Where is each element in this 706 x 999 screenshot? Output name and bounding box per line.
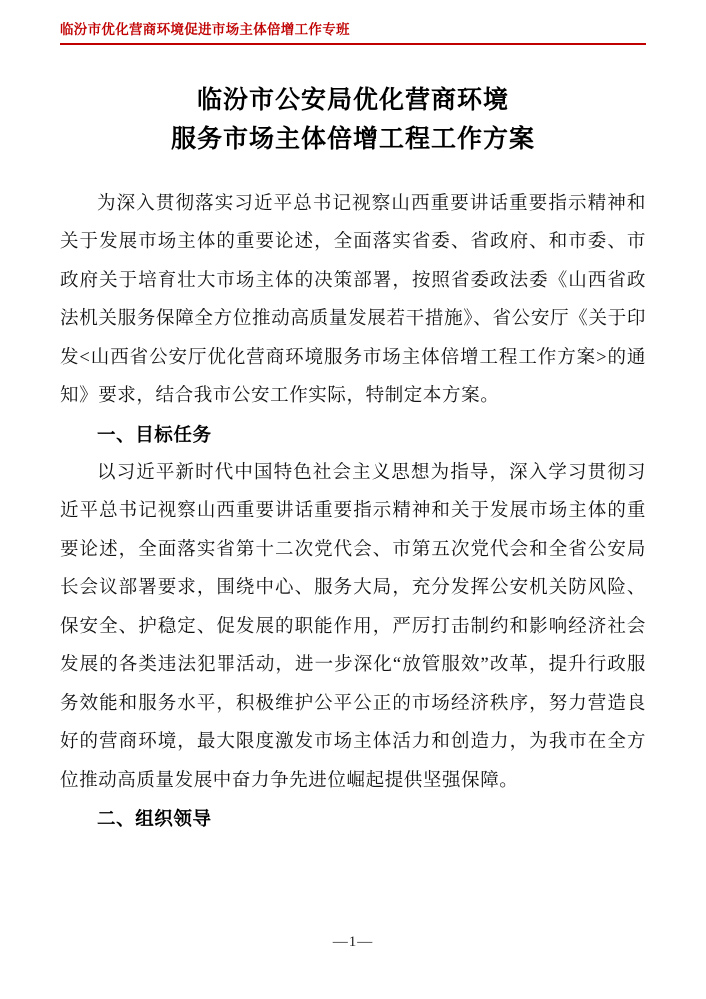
page-title-line-2: 服务市场主体倍增工程工作方案 [170,124,535,153]
intro-paragraph: 为深入贯彻落实习近平总书记视察山西重要讲话重要指示精神和关于发展市场主体的重要论述，全面落实省委、省政府、和市委、市政府关于培育壮大市场主体的决策部署，按照省委政法委《山西省政法机关服务保障全方位推动高质量发展若干措施》、省公安厅《关于印发<山西省公安厅优化营商环境服务市场主体倍增工程工作方案>的通知》要求，结合我市公安工作实际，特制定本方案。 [60,193,646,407]
page-title-line-1: 临汾市公安局优化营商环境 [196,86,509,115]
section-heading-organization: 二、组织领导 [97,808,212,830]
section-paragraph-objectives: 以习近平新时代中国特色社会主义思想为指导，深入学习贯彻习近平总书记视察山西重要讲话重要指示精神和关于发展市场主体的重要论述，全面落实省第十二次党代会、市第五次党代会和全省公安局长会议部署要求，围绕中心、服务大局，充分发挥公安机关防风险、保安全、护稳定、促发展的职能作用，严厉打击制约和影响经济社会发展的各类违法犯罪活动，进一步深化“放管服效”改革，提升行政服务效能和服务水平，积极维护公平公正的市场经济秩序，努力营造良好的营商环境，最大限度激发市场主体活力和创造力，为我市在全方位推动高质量发展中奋力争先进位崛起提供坚强保障。 [60,462,646,791]
page-title [60,81,646,159]
header-banner-text: 临汾市优化营商环境促进市场主体倍增工作专班 [60,22,350,37]
document-body [60,185,646,839]
header-divider [60,43,646,45]
section-heading-objectives: 一、目标任务 [97,423,212,445]
document-header [60,0,646,45]
page-number: —1— [332,934,374,950]
